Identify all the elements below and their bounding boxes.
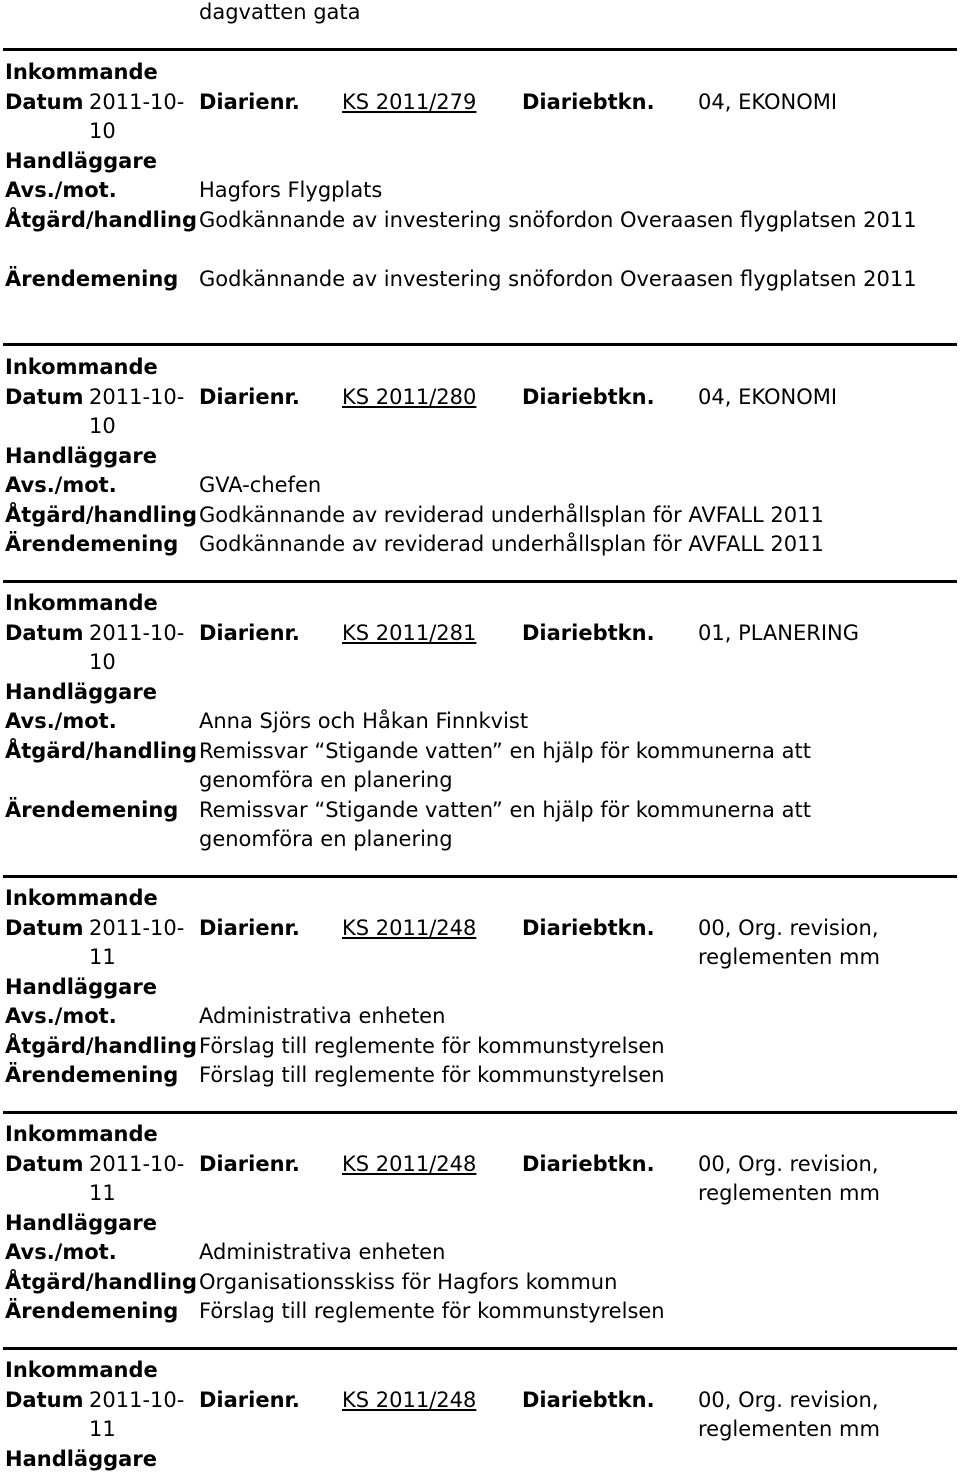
entry-2 bbox=[0, 353, 960, 560]
diarienr-link[interactable]: KS 2011/248 bbox=[342, 1150, 476, 1180]
entry-5 bbox=[0, 1120, 960, 1327]
atgard-label: Åtgärd/handling bbox=[5, 206, 197, 236]
diarienr-label: Diarienr. bbox=[199, 1150, 300, 1180]
atgard-value: Förslag till reglemente för kommunstyrelsen bbox=[199, 1032, 939, 1062]
handlaggare-label: Handläggare bbox=[5, 678, 157, 708]
diarienr-link[interactable]: KS 2011/248 bbox=[342, 914, 476, 944]
entry-6 bbox=[0, 1356, 960, 1474]
atgard-label: Åtgärd/handling bbox=[5, 1032, 197, 1062]
inkommande-label: Inkommande bbox=[5, 884, 158, 914]
diariebtkn-label: Diariebtkn. bbox=[522, 1150, 655, 1180]
date-value-line2: 10 bbox=[89, 117, 116, 147]
arendemening-value: Förslag till reglemente för kommunstyrelsen bbox=[199, 1061, 939, 1091]
diariebtkn-value: 04, EKONOMI bbox=[698, 383, 938, 413]
date-value-line2: 10 bbox=[89, 648, 116, 678]
date-value-line2: 10 bbox=[89, 412, 116, 442]
arendemening-value: Förslag till reglemente för kommunstyrelsen bbox=[199, 1297, 939, 1327]
diarienr-label: Diarienr. bbox=[199, 1386, 300, 1416]
atgard-value: Organisationsskiss för Hagfors kommun bbox=[199, 1268, 939, 1298]
entry-divider bbox=[3, 580, 957, 583]
diariebtkn-label: Diariebtkn. bbox=[522, 1386, 655, 1416]
diariebtkn-value: 01, PLANERING bbox=[698, 619, 938, 649]
avs-mot-value: Administrativa enheten bbox=[199, 1002, 939, 1032]
entry-divider bbox=[3, 875, 957, 878]
avs-mot-label: Avs./mot. bbox=[5, 471, 117, 501]
arendemening-value: Godkännande av investering snöfordon Overaasen flygplatsen 2011 bbox=[199, 265, 939, 295]
entry-divider bbox=[3, 1111, 957, 1114]
diariebtkn-value: 00, Org. revision, reglementen mm bbox=[698, 914, 938, 973]
diariebtkn-label: Diariebtkn. bbox=[522, 383, 655, 413]
inkommande-label: Inkommande bbox=[5, 58, 158, 88]
arendemening-value: Remissvar “Stigande vatten” en hjälp för kommunerna att genomföra en planering bbox=[199, 796, 899, 855]
diarienr-link[interactable]: KS 2011/279 bbox=[342, 88, 476, 118]
atgard-label: Åtgärd/handling bbox=[5, 1268, 197, 1298]
handlaggare-label: Handläggare bbox=[5, 147, 157, 177]
avs-mot-value: Anna Sjörs och Håkan Finnkvist bbox=[199, 707, 939, 737]
entry-3 bbox=[0, 589, 960, 855]
continued-text: dagvatten gata bbox=[199, 0, 361, 28]
datum-label: Datum bbox=[5, 914, 83, 944]
date-value-line2: 11 bbox=[89, 1415, 116, 1445]
avs-mot-label: Avs./mot. bbox=[5, 1238, 117, 1268]
date-value-line2: 11 bbox=[89, 943, 116, 973]
atgard-value: Remissvar “Stigande vatten” en hjälp för kommunerna att genomföra en planering bbox=[199, 737, 899, 796]
inkommande-label: Inkommande bbox=[5, 1120, 158, 1150]
arendemening-value: Godkännande av reviderad underhållsplan för AVFALL 2011 bbox=[199, 530, 939, 560]
handlaggare-label: Handläggare bbox=[5, 1445, 157, 1474]
diarienr-link[interactable]: KS 2011/280 bbox=[342, 383, 476, 413]
diarienr-link[interactable]: KS 2011/281 bbox=[342, 619, 476, 649]
atgard-label: Åtgärd/handling bbox=[5, 737, 197, 767]
arendemening-label: Ärendemening bbox=[5, 530, 178, 560]
datum-label: Datum bbox=[5, 383, 83, 413]
diariebtkn-value: 04, EKONOMI bbox=[698, 88, 938, 118]
diarienr-label: Diarienr. bbox=[199, 619, 300, 649]
date-value-line2: 11 bbox=[89, 1179, 116, 1209]
inkommande-label: Inkommande bbox=[5, 589, 158, 619]
date-value: 2011-10- bbox=[89, 88, 184, 118]
entry-divider bbox=[3, 1347, 957, 1350]
avs-mot-value: GVA-chefen bbox=[199, 471, 939, 501]
diarienr-link[interactable]: KS 2011/248 bbox=[342, 1386, 476, 1416]
avs-mot-value: Administrativa enheten bbox=[199, 1238, 939, 1268]
date-value: 2011-10- bbox=[89, 1150, 184, 1180]
diariebtkn-value: 00, Org. revision, reglementen mm bbox=[698, 1386, 938, 1445]
atgard-value: Godkännande av reviderad underhållsplan för AVFALL 2011 bbox=[199, 501, 939, 531]
avs-mot-label: Avs./mot. bbox=[5, 1002, 117, 1032]
entry-divider bbox=[3, 48, 957, 51]
arendemening-label: Ärendemening bbox=[5, 1297, 178, 1327]
datum-label: Datum bbox=[5, 619, 83, 649]
diariebtkn-label: Diariebtkn. bbox=[522, 914, 655, 944]
entry-divider bbox=[3, 343, 957, 346]
diariebtkn-label: Diariebtkn. bbox=[522, 88, 655, 118]
date-value: 2011-10- bbox=[89, 383, 184, 413]
diarienr-label: Diarienr. bbox=[199, 383, 300, 413]
diariebtkn-value: 00, Org. revision, reglementen mm bbox=[698, 1150, 938, 1209]
inkommande-label: Inkommande bbox=[5, 353, 158, 383]
diariebtkn-label: Diariebtkn. bbox=[522, 619, 655, 649]
entry-4 bbox=[0, 884, 960, 1091]
avs-mot-label: Avs./mot. bbox=[5, 176, 117, 206]
arendemening-label: Ärendemening bbox=[5, 796, 178, 826]
entry-1 bbox=[0, 58, 960, 324]
date-value: 2011-10- bbox=[89, 619, 184, 649]
avs-mot-label: Avs./mot. bbox=[5, 707, 117, 737]
date-value: 2011-10- bbox=[89, 914, 184, 944]
handlaggare-label: Handläggare bbox=[5, 973, 157, 1003]
diarienr-label: Diarienr. bbox=[199, 914, 300, 944]
datum-label: Datum bbox=[5, 88, 83, 118]
handlaggare-label: Handläggare bbox=[5, 442, 157, 472]
date-value: 2011-10- bbox=[89, 1386, 184, 1416]
arendemening-label: Ärendemening bbox=[5, 1061, 178, 1091]
handlaggare-label: Handläggare bbox=[5, 1209, 157, 1239]
atgard-value: Godkännande av investering snöfordon Overaasen flygplatsen 2011 bbox=[199, 206, 939, 236]
diarienr-label: Diarienr. bbox=[199, 88, 300, 118]
inkommande-label: Inkommande bbox=[5, 1356, 158, 1386]
datum-label: Datum bbox=[5, 1150, 83, 1180]
avs-mot-value: Hagfors Flygplats bbox=[199, 176, 939, 206]
arendemening-label: Ärendemening bbox=[5, 265, 178, 295]
datum-label: Datum bbox=[5, 1386, 83, 1416]
atgard-label: Åtgärd/handling bbox=[5, 501, 197, 531]
